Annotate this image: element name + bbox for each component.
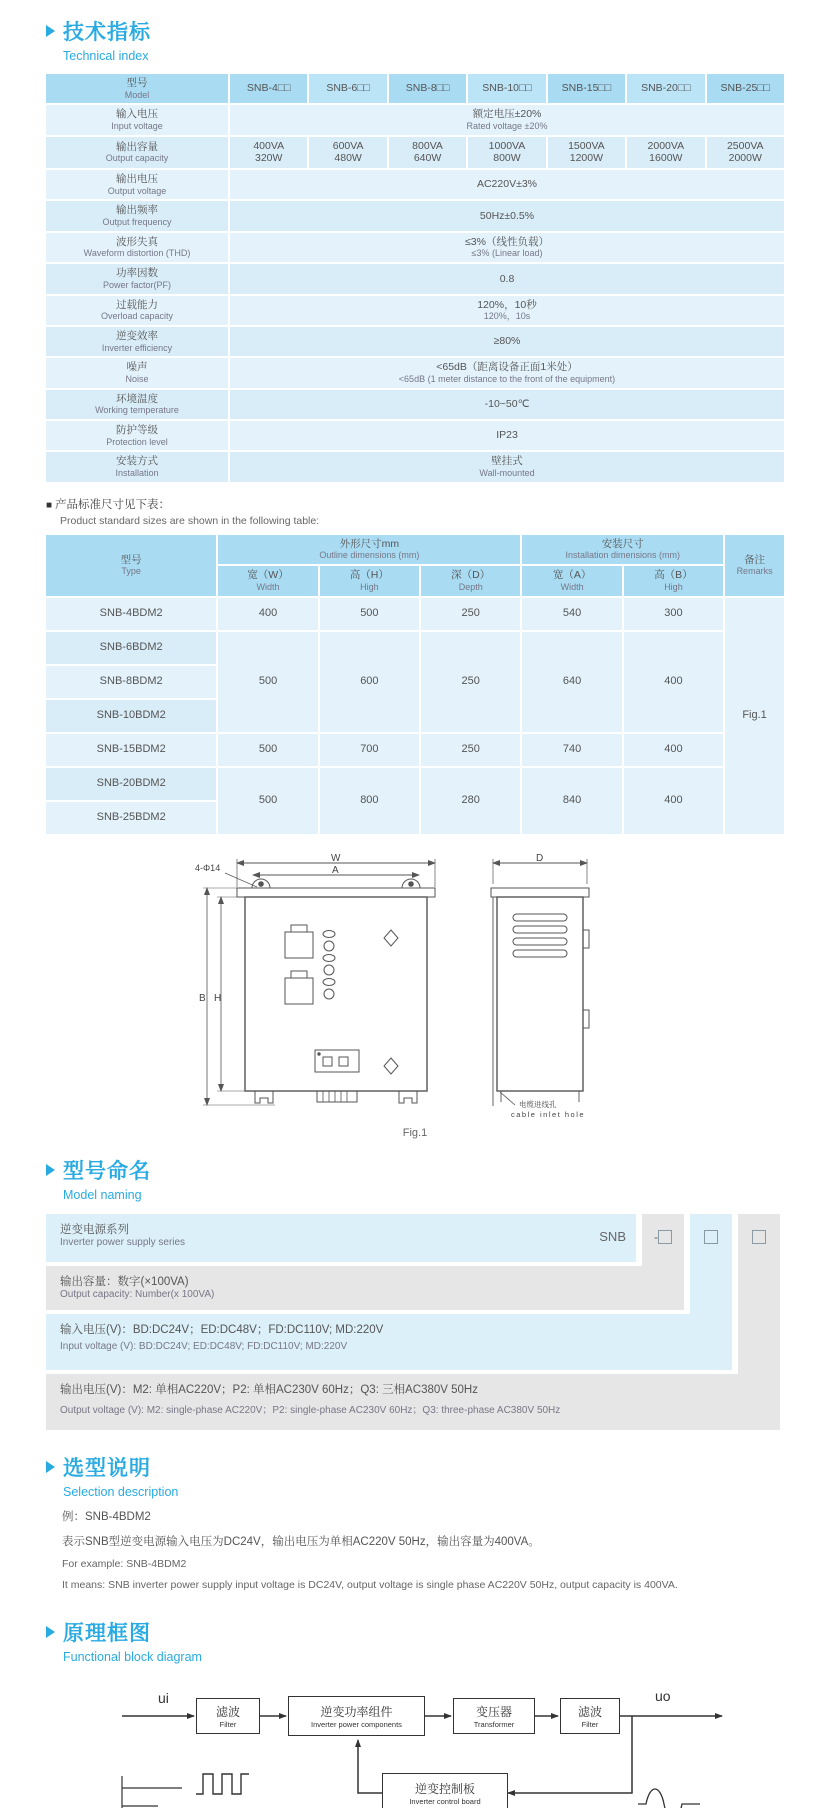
cell-text: IP23 bbox=[496, 429, 518, 442]
table-row bbox=[46, 452, 784, 481]
dim-value-cell: 640 bbox=[522, 632, 621, 732]
type-cell: SNB-4BDM2 bbox=[46, 598, 216, 630]
cell-text-en: Waveform distortion (THD) bbox=[83, 248, 191, 259]
cell-text: 600VA bbox=[332, 139, 364, 152]
dim-subheader-cell bbox=[421, 566, 520, 595]
spec-value-cell bbox=[707, 137, 784, 168]
dim-value-cell: 500 bbox=[218, 734, 317, 766]
cell-text: ≥80% bbox=[493, 335, 521, 348]
sizes-note-en: Product standard sizes are shown in the following table: bbox=[60, 514, 320, 527]
selection-example-en: For example: SNB-4BDM2 bbox=[62, 1557, 187, 1570]
cell-text-en: Model bbox=[124, 89, 150, 100]
spec-label-cell bbox=[46, 137, 228, 168]
remarks-header-cell bbox=[725, 535, 784, 596]
naming-code: SNB bbox=[599, 1228, 626, 1244]
type-header-cell bbox=[46, 535, 216, 596]
dim-value-cell: 840 bbox=[522, 768, 621, 834]
outline-drawing-svg bbox=[195, 854, 635, 1120]
cell-text-zh: 宽（W） bbox=[247, 569, 289, 582]
cell-text-en: Protection level bbox=[106, 436, 168, 447]
install-header-cell bbox=[522, 535, 723, 564]
dim-value-cell: 600 bbox=[320, 632, 419, 732]
cell-text-en: Output capacity bbox=[105, 153, 169, 164]
type-cell: SNB-10BDM2 bbox=[46, 700, 216, 732]
table-row bbox=[46, 137, 784, 168]
section-arrow-icon bbox=[46, 25, 55, 37]
dim-value-cell: 300 bbox=[624, 598, 723, 630]
holes-note-label: 4-Φ14 bbox=[195, 862, 221, 873]
cell-text-en: Outline dimensions (mm) bbox=[319, 550, 420, 561]
cell-text: 480W bbox=[334, 152, 362, 165]
table-row bbox=[46, 327, 784, 356]
spec-value-cell bbox=[230, 137, 307, 168]
cell-text-en: Noise bbox=[125, 373, 149, 384]
naming-row-input-voltage: 输入电压(V)：BD:DC24V；ED:DC48V；FD:DC110V; MD:220V Input voltage (V): BD:DC24V; ED:DC48V; FD:DC110V; MD:220V bbox=[46, 1314, 732, 1370]
cell-text-zh: 输出容量 bbox=[116, 140, 158, 153]
cell-text-en: Installation bbox=[115, 468, 159, 479]
dim-d-label: D bbox=[536, 853, 544, 864]
table-row bbox=[46, 233, 784, 262]
cell-text-zh: 环境温度 bbox=[116, 392, 158, 405]
table-row bbox=[46, 768, 784, 800]
spec-value-cell bbox=[230, 358, 784, 387]
tech-index-title-en: Technical index bbox=[63, 49, 149, 63]
cell-text-zh: 外形尺寸mm bbox=[339, 537, 400, 550]
cell-text-en: Remarks bbox=[736, 566, 773, 577]
output-label: uo bbox=[655, 1687, 671, 1704]
cell-text: 0.8 bbox=[499, 272, 515, 285]
cable-inlet-label-zh: 电缆进线孔 bbox=[519, 1099, 557, 1109]
cell-text: 1200W bbox=[569, 152, 604, 165]
model-naming-title-en: Model naming bbox=[63, 1187, 142, 1202]
spec-label-cell bbox=[46, 358, 228, 387]
model-name-cell: SNB-4□□ bbox=[230, 74, 307, 103]
cell-text: 2000W bbox=[728, 152, 762, 165]
cell-text-en: Type bbox=[121, 566, 141, 577]
cell-text-zh: 安装方式 bbox=[116, 455, 158, 468]
spec-value-cell bbox=[230, 264, 784, 293]
table-row bbox=[46, 170, 784, 199]
functional-block-diagram bbox=[110, 1676, 740, 1808]
table-row bbox=[46, 201, 784, 230]
cell-text: 320W bbox=[254, 152, 283, 165]
block-diagram-title-en: Functional block diagram bbox=[63, 1649, 202, 1664]
block-diagram-header bbox=[46, 1617, 830, 1647]
cell-text: 640W bbox=[413, 152, 442, 165]
dim-subheader-cell bbox=[624, 566, 723, 595]
cable-inlet-label-en: cable inlet hole bbox=[511, 1109, 586, 1119]
cell-text-zh: 防护等级 bbox=[116, 424, 158, 437]
type-cell: SNB-6BDM2 bbox=[46, 632, 216, 664]
outline-drawing bbox=[195, 854, 635, 1139]
model-name-cell: SNB-10□□ bbox=[468, 74, 545, 103]
cell-text-zh: 深（D） bbox=[451, 569, 491, 582]
cell-text-zh: 安装尺寸 bbox=[601, 537, 644, 550]
type-cell: SNB-25BDM2 bbox=[46, 802, 216, 834]
code-box-icon bbox=[658, 1230, 672, 1244]
dim-value-cell: 400 bbox=[624, 734, 723, 766]
remarks-cell: Fig.1 bbox=[725, 598, 784, 834]
spec-value-cell bbox=[627, 137, 704, 168]
block-transformer: 变压器 Transformer bbox=[453, 1698, 535, 1734]
cell-text-en: Installation dimensions (mm) bbox=[565, 550, 681, 561]
naming-row-capacity: 输出容量：数字(×100VA) Output capacity: Number(x 100VA) bbox=[46, 1266, 684, 1310]
cell-text-en: Power factor(PF) bbox=[102, 279, 171, 290]
cell-text-zh: 型号 bbox=[126, 77, 148, 89]
block-diagram-title-zh: 原理框图 bbox=[63, 1621, 151, 1645]
cell-text-en: Width bbox=[560, 581, 584, 592]
tech-index-header bbox=[46, 16, 830, 46]
dim-value-cell: 250 bbox=[421, 598, 520, 630]
selection-header bbox=[46, 1452, 830, 1482]
technical-index-table bbox=[44, 72, 786, 484]
spec-value-cell bbox=[230, 170, 784, 199]
cell-text-zh: 型号 bbox=[120, 553, 142, 566]
cell-text: <65dB（距离设备正面1米处） bbox=[436, 361, 578, 374]
cell-text: 50Hz±0.5% bbox=[479, 209, 535, 222]
cell-text-en: Overload capacity bbox=[100, 311, 174, 322]
dim-subheader-cell bbox=[218, 566, 317, 595]
naming-strip-output bbox=[738, 1214, 780, 1374]
spec-value-cell bbox=[230, 105, 784, 134]
selection-example-zh: 例：SNB-4BDM2 bbox=[62, 1510, 151, 1523]
naming-strip-capacity: - bbox=[642, 1214, 684, 1266]
table-row bbox=[46, 598, 784, 630]
table-row bbox=[46, 632, 784, 664]
block-inverter-power: 逆变功率组件 Inverter power components bbox=[288, 1696, 425, 1736]
cell-text-zh: 功率因数 bbox=[116, 267, 158, 280]
cell-text-en: Working temperature bbox=[95, 405, 179, 416]
section-arrow-icon bbox=[46, 1164, 55, 1176]
cell-text: 额定电压±20% bbox=[472, 108, 542, 121]
input-label: ui bbox=[158, 1689, 169, 1706]
dim-subheader-cell bbox=[320, 566, 419, 595]
cell-text-zh: 输入电压 bbox=[116, 108, 158, 121]
model-name-cell: SNB-8□□ bbox=[389, 74, 466, 103]
spec-value-cell bbox=[548, 137, 625, 168]
table-row bbox=[46, 296, 784, 325]
block-inverter-control: 逆变控制板 Inverter control board bbox=[382, 1773, 508, 1808]
naming-strip-input bbox=[690, 1214, 732, 1314]
table-row bbox=[46, 264, 784, 293]
cell-text: ≤3%（线性负载） bbox=[465, 235, 549, 248]
type-cell: SNB-20BDM2 bbox=[46, 768, 216, 800]
spec-label-cell bbox=[46, 452, 228, 481]
outline-header-cell bbox=[218, 535, 520, 564]
naming-row-series: 逆变电源系列 Inverter power supply series SNB bbox=[46, 1214, 636, 1262]
code-box-icon bbox=[704, 1230, 718, 1244]
model-name-cell: SNB-20□□ bbox=[627, 74, 704, 103]
spec-label-cell bbox=[46, 264, 228, 293]
square-bullet-icon: ■ bbox=[46, 499, 53, 511]
spec-value-cell bbox=[230, 296, 784, 325]
table-row bbox=[46, 390, 784, 419]
selection-meaning-en: It means: SNB inverter power supply input voltage is DC24V, output voltage is single phase AC220V 50Hz, output capacity is 400VA. bbox=[62, 1578, 678, 1591]
cell-text-en: Width bbox=[256, 581, 280, 592]
cell-text-zh: 逆变效率 bbox=[116, 329, 158, 342]
cell-text: <65dB (1 meter distance to the front of the equipment) bbox=[398, 373, 616, 384]
table-header-row bbox=[46, 74, 784, 103]
naming-row-output-voltage: 输出电压(V)：M2: 单相AC220V；P2: 单相AC230V 60Hz；Q3: 三相AC380V 50Hz Output voltage (V): M2: single-phase AC220V；P2: single-phase AC230V 60Hz；Q3: three-phase AC380V 50Hz bbox=[46, 1374, 780, 1430]
dim-value-cell: 500 bbox=[218, 632, 317, 732]
cell-text: 2000VA bbox=[647, 139, 685, 152]
cell-text: 1600W bbox=[649, 152, 683, 165]
dim-value-cell: 400 bbox=[624, 632, 723, 732]
dim-value-cell: 400 bbox=[624, 768, 723, 834]
cell-text-en: Depth bbox=[458, 581, 483, 592]
table-row bbox=[46, 358, 784, 387]
model-naming-header bbox=[46, 1155, 830, 1185]
section-arrow-icon bbox=[46, 1626, 55, 1638]
cell-text: 120%，10s bbox=[483, 311, 531, 322]
cell-text: ≤3% (Linear load) bbox=[471, 248, 543, 259]
cell-text: 1000VA bbox=[488, 139, 526, 152]
spec-value-cell bbox=[230, 201, 784, 230]
spec-value-cell bbox=[230, 390, 784, 419]
dim-value-cell: 800 bbox=[320, 768, 419, 834]
spec-label-cell bbox=[46, 105, 228, 134]
model-naming-title-zh: 型号命名 bbox=[63, 1159, 151, 1183]
dim-w-label: W bbox=[331, 853, 341, 864]
selection-meaning-zh: 表示SNB型逆变电源输入电压为DC24V，输出电压为单相AC220V 50Hz，输出容量为400VA。 bbox=[62, 1535, 540, 1548]
table-row bbox=[46, 734, 784, 766]
cell-text-zh: 高（H） bbox=[349, 569, 389, 582]
cell-text-en: High bbox=[360, 581, 379, 592]
spec-value-cell bbox=[309, 137, 386, 168]
cell-text: 120%，10秒 bbox=[477, 298, 537, 311]
cell-text-en: Input voltage bbox=[111, 120, 163, 131]
spec-label-cell bbox=[46, 421, 228, 450]
cell-text: 800VA bbox=[412, 139, 443, 152]
model-header-cell bbox=[46, 74, 228, 103]
spec-label-cell bbox=[46, 233, 228, 262]
spec-label-cell bbox=[46, 201, 228, 230]
model-name-cell: SNB-15□□ bbox=[548, 74, 625, 103]
cell-text-zh: 过载能力 bbox=[116, 298, 158, 311]
dim-value-cell: 400 bbox=[218, 598, 317, 630]
cell-text-zh: 宽（A） bbox=[552, 569, 592, 582]
cell-text-en: Output voltage bbox=[107, 185, 167, 196]
dim-value-cell: 500 bbox=[320, 598, 419, 630]
spec-value-cell bbox=[468, 137, 545, 168]
selection-title-en: Selection description bbox=[63, 1484, 179, 1499]
dim-value-cell: 280 bbox=[421, 768, 520, 834]
spec-label-cell bbox=[46, 327, 228, 356]
cell-text: 2500VA bbox=[726, 139, 764, 152]
model-name-cell: SNB-6□□ bbox=[309, 74, 386, 103]
cell-text-zh: 噪声 bbox=[126, 361, 148, 374]
cell-text: -10~50℃ bbox=[484, 398, 530, 411]
dim-h-label: H bbox=[214, 992, 222, 1004]
model-naming-diagram bbox=[46, 1214, 788, 1430]
cell-text: Wall-mounted bbox=[479, 468, 535, 479]
selection-title-zh: 选型说明 bbox=[63, 1456, 151, 1480]
cell-text-zh: 备注 bbox=[744, 553, 766, 566]
type-cell: SNB-15BDM2 bbox=[46, 734, 216, 766]
dim-value-cell: 250 bbox=[421, 734, 520, 766]
spec-value-cell bbox=[230, 233, 784, 262]
cell-text-zh: 高（B） bbox=[654, 569, 693, 582]
cell-text: 400VA bbox=[253, 139, 285, 152]
cell-text-en: Output frequency bbox=[102, 216, 172, 227]
table-row bbox=[46, 421, 784, 450]
spec-value-cell bbox=[389, 137, 466, 168]
spec-label-cell bbox=[46, 296, 228, 325]
section-arrow-icon bbox=[46, 1461, 55, 1473]
spec-value-cell bbox=[230, 421, 784, 450]
spec-value-cell bbox=[230, 327, 784, 356]
dim-value-cell: 250 bbox=[421, 632, 520, 732]
dim-value-cell: 500 bbox=[218, 768, 317, 834]
dim-b-label: B bbox=[199, 992, 206, 1004]
dim-subheader-cell bbox=[522, 566, 621, 595]
dim-value-cell: 540 bbox=[522, 598, 621, 630]
table-header-row bbox=[46, 535, 784, 564]
cell-text-zh: 输出电压 bbox=[116, 172, 158, 185]
cell-text: 800W bbox=[493, 152, 521, 165]
block-filter-1: 滤波 Filter bbox=[196, 1698, 260, 1734]
spec-label-cell bbox=[46, 390, 228, 419]
sizes-note-zh: ■ 产品标准尺寸见下表： bbox=[46, 498, 171, 511]
dim-value-cell: 700 bbox=[320, 734, 419, 766]
spec-label-cell bbox=[46, 170, 228, 199]
cell-text-en: Inverter efficiency bbox=[101, 342, 173, 353]
cell-text-zh: 输出频率 bbox=[116, 204, 158, 217]
spec-value-cell bbox=[230, 452, 784, 481]
cell-text-zh: 波形失真 bbox=[116, 235, 158, 248]
dimensions-table bbox=[44, 533, 786, 836]
cell-text: AC220V±3% bbox=[476, 178, 538, 191]
figure-caption: Fig.1 bbox=[402, 1126, 428, 1139]
cell-text: 壁挂式 bbox=[491, 455, 523, 468]
cell-text-en: High bbox=[664, 581, 683, 592]
block-filter-2: 滤波 Filter bbox=[560, 1698, 620, 1734]
code-box-icon bbox=[752, 1230, 766, 1244]
model-name-cell: SNB-25□□ bbox=[707, 74, 784, 103]
dim-value-cell: 740 bbox=[522, 734, 621, 766]
cell-text: 1500VA bbox=[568, 139, 605, 152]
type-cell: SNB-8BDM2 bbox=[46, 666, 216, 698]
dim-a-label: A bbox=[332, 864, 339, 876]
cell-text: Rated voltage ±20% bbox=[466, 120, 548, 131]
table-row bbox=[46, 105, 784, 134]
tech-index-title-zh: 技术指标 bbox=[63, 21, 151, 44]
